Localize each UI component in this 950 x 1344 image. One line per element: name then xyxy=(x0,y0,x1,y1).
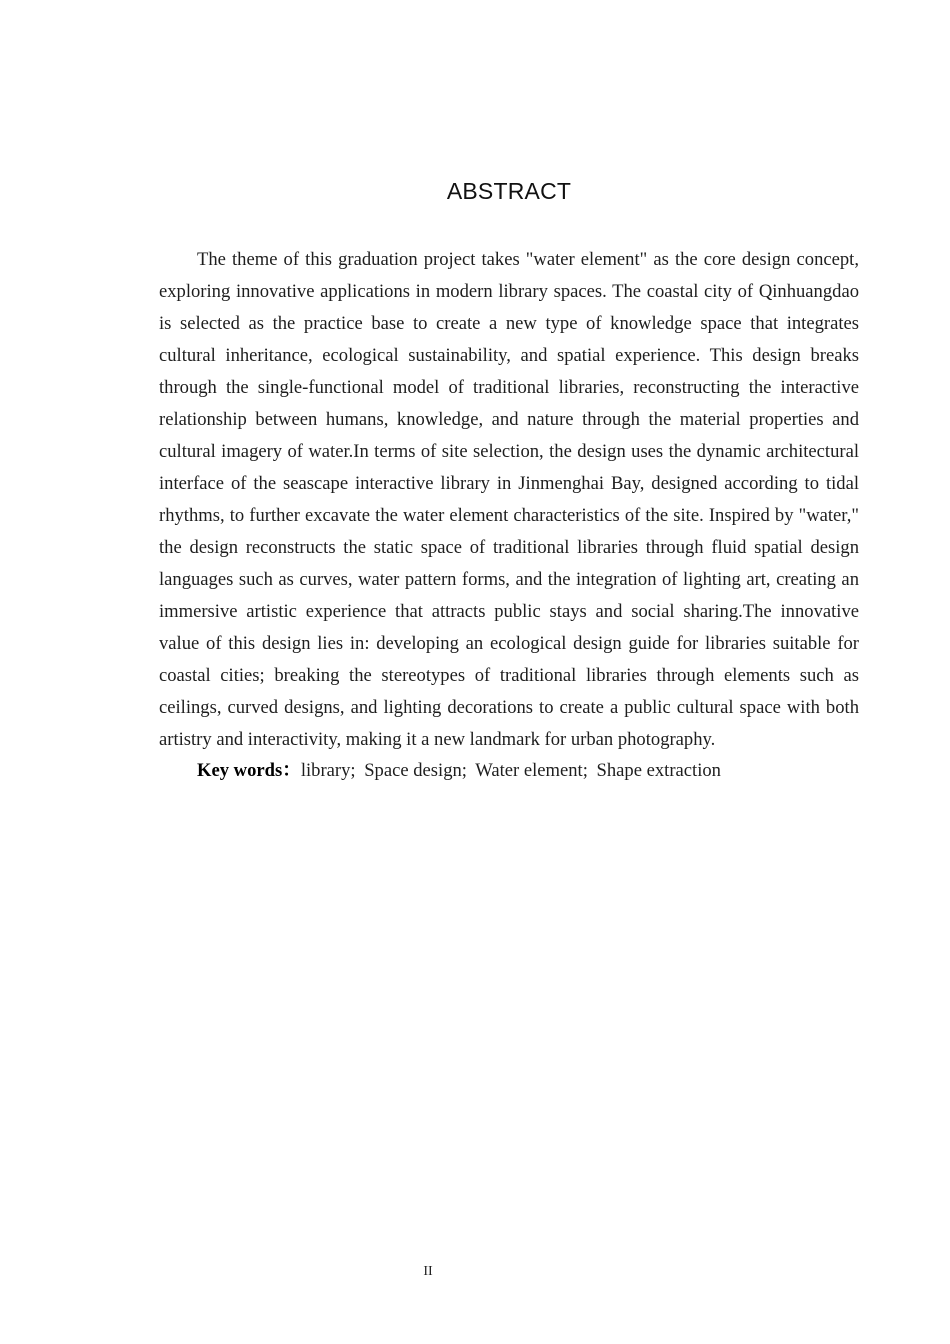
page-number: II xyxy=(423,1264,433,1279)
keyword-item: Water element; xyxy=(475,760,588,781)
keywords-line xyxy=(197,755,857,787)
keyword-item: Space design; xyxy=(364,760,467,781)
keywords-label: Key words： xyxy=(197,760,301,781)
abstract-body: The theme of this graduation project takes "water element" as the core design concept, exploring innovative applications in modern library spaces. The coastal city of Qinhuangdao is selected as the practice base to create a new type of knowledge space that integrates cultural inheritance, ecological sustainability, and spatial experience. This design breaks through the single-functional model of traditional libraries, reconstructing the interactive relationship between humans, knowledge, and nature through the material properties and cultural imagery of water.In terms of site selection, the design uses the dynamic architectural interface of the seascape interactive library in Jinmenghai Bay, designed according to tidal rhythms, to further excavate the water element characteristics of the site. Inspired by "water," the design reconstructs the static space of traditional libraries through fluid spatial design languages such as curves, water pattern forms, and the integration of lighting art, creating an immersive artistic experience that attracts public stays and social sharing.The innovative value of this design lies in: developing an ecological design guide for libraries suitable for coastal cities; breaking the stereotypes of traditional libraries through elements such as ceilings, curved designs, and lighting decorations to create a public cultural space with both artistry and interactivity, making it a new landmark for urban photography. xyxy=(159,249,859,750)
abstract-title: ABSTRACT xyxy=(446,178,572,204)
keyword-item: library; xyxy=(300,760,356,781)
keyword-item: Shape extraction xyxy=(596,760,721,781)
